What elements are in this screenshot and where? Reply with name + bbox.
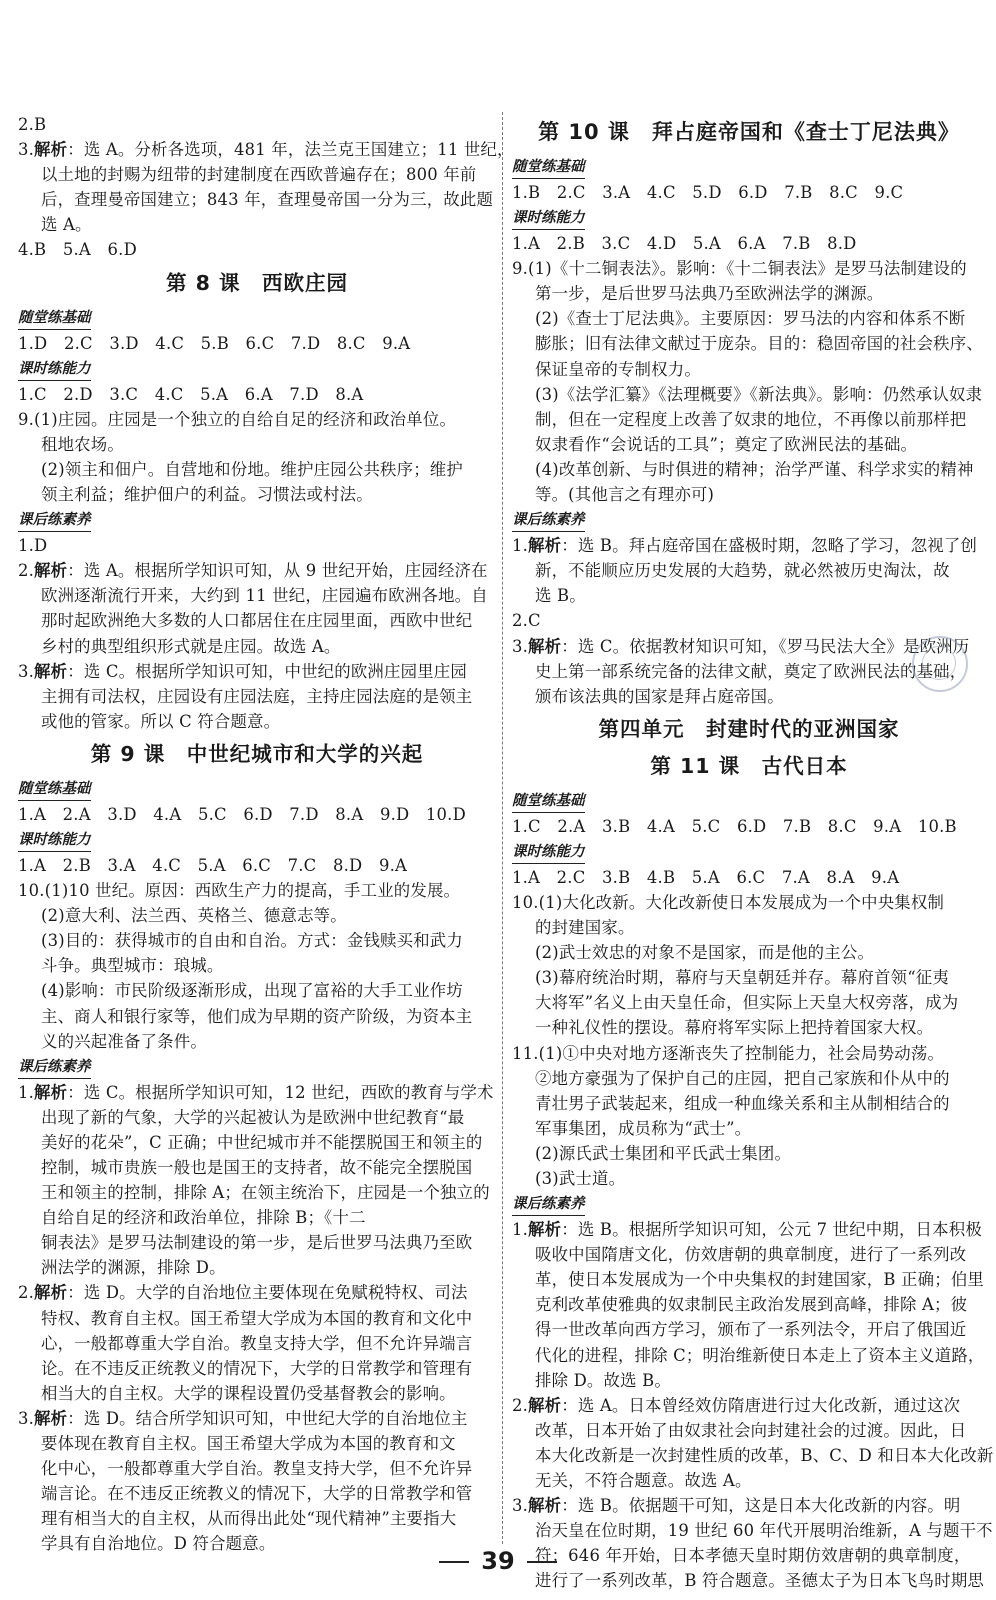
text-line: 符；646 年开始，日本孝德天皇时期仿效唐朝的典章制度， <box>535 1546 971 1566</box>
analysis-label: 解析 <box>34 1082 68 1102</box>
text-line: 自给自足的经济和政治单位，排除 B；《十二 <box>41 1208 366 1228</box>
text-line: 端言论。在不违反正统教义的情况下，大学的日常教学和管 <box>41 1484 473 1504</box>
text-line: 学具有自治地位。D 符合题意。 <box>41 1534 276 1554</box>
text-line: 1.A 2.A 3.D 4.A 5.C 6.D 7.D 8.A 9.D 10.D <box>18 804 466 824</box>
text-line: 主拥有司法权，庄园设有庄园法庭，主持庄园法庭的是领主 <box>41 686 473 706</box>
answer-line <box>18 1080 496 1105</box>
section-label: 课后练素养 <box>18 509 91 532</box>
answer-text: ：选 A。分析各选项，481 年，法兰克王国建立；11 世纪， <box>67 140 514 160</box>
text-line: 那时起欧洲绝大多数的人口都居住在庄园里面，西欧中世纪 <box>41 611 473 631</box>
analysis-label: 解析 <box>34 661 68 681</box>
section-label-row <box>512 507 986 533</box>
section-label: 随堂练基础 <box>512 156 585 179</box>
text-line: 吸收中国隋唐文化，仿效唐朝的典章制度，进行了一系列改 <box>535 1245 967 1265</box>
answer-text: ：选 D。结合所学知识可知，中世纪大学的自治地位主 <box>67 1408 468 1428</box>
lesson-heading: 第 8 课 西欧庄园 <box>165 270 349 295</box>
text-line: 克利改革使雅典的奴隶制民主政治发展到高峰，排除 A；彼 <box>535 1295 968 1315</box>
text-line: 奴隶看作“会说话的工具”；奠定了欧洲民法的基础。 <box>535 434 918 454</box>
text-line: 化中心，一般都尊重大学自治。教皇支持大学，但不允许异 <box>41 1459 473 1479</box>
lesson-heading: 第 11 课 古代日本 <box>650 753 848 778</box>
section-label-row <box>512 788 986 814</box>
section-label: 随堂练基础 <box>512 790 585 813</box>
question-number: 1. <box>18 1082 35 1102</box>
text-line: 1.A 2.B 3.A 4.C 5.A 6.C 7.C 8.D 9.A <box>18 855 408 875</box>
text-line: 1.D 2.C 3.D 4.C 5.B 6.C 7.D 8.C 9.A <box>18 333 411 353</box>
text-line: (2)武士效忠的对象不是国家，而是他的主公。 <box>535 943 875 963</box>
text-line: 新，不能顺应历史发展的大趋势，就必然被历史淘汰，故 <box>535 561 950 581</box>
text-line: 膨胀；旧有法律文献过于庞杂。目的：稳固帝国的社会秩序、 <box>535 334 983 354</box>
seal-stamp-icon <box>912 636 968 692</box>
answer-text: ：选 C。依据教材知识可知，《罗马民法大全》是欧洲历 <box>561 636 970 656</box>
section-label-row <box>18 305 496 331</box>
lesson-heading: 第四单元 封建时代的亚洲国家 <box>598 716 900 741</box>
text-line: 控制，城市贵族一般也是国王的支持者，故不能完全摆脱国 <box>41 1158 473 1177</box>
question-number: 2. <box>18 561 35 581</box>
answer-text: ：选 D。大学的自治地位主要体现在免赋税特权、司法 <box>67 1283 468 1303</box>
analysis-label: 解析 <box>528 1496 562 1516</box>
text-line: 选 A。 <box>41 215 92 235</box>
text-line: 一种礼仪性的摆设。幕府将军实际上把持着国家大权。 <box>535 1018 934 1038</box>
text-line: 10.(1)大化改新。大化改新使日本发展成为一个中央集权制 <box>512 892 945 912</box>
analysis-label: 解析 <box>34 1408 68 1428</box>
left-column <box>18 112 514 1557</box>
answer-line <box>512 1493 986 1518</box>
analysis-label: 解析 <box>528 636 562 656</box>
section-label-row <box>512 205 986 231</box>
answer-text: ：选 A。日本曾经效仿隋唐进行过大化改新，通过这次 <box>561 1395 961 1415</box>
section-label-row <box>512 1191 986 1217</box>
text-line: (2)源氏武士集团和平氏武士集团。 <box>535 1143 792 1163</box>
page-footer <box>0 1547 996 1575</box>
text-line: 1.C 2.A 3.B 4.A 5.C 6.D 7.B 8.C 9.A 10.B <box>512 816 957 836</box>
text-line: (4)改革创新、与时俱进的精神；治学严谨、科学求实的精神 <box>535 459 974 479</box>
answer-line <box>18 137 514 162</box>
answer-line <box>18 1280 496 1305</box>
question-number: 1. <box>512 1220 529 1240</box>
text-line: 美好的花朵”，C 正确；中世纪城市并不能摆脱国王和领主的 <box>41 1132 483 1152</box>
text-line: 1.B 2.C 3.A 4.C 5.D 6.D 7.B 8.C 9.C <box>512 183 904 202</box>
analysis-label: 解析 <box>34 140 68 160</box>
text-line: 排除 D。故选 B。 <box>535 1370 671 1390</box>
section-label: 课时练能力 <box>512 841 585 864</box>
section-label-row <box>18 776 496 802</box>
text-line: 领主利益；维护佃户的利益。习惯法或村法。 <box>41 485 373 505</box>
section-label: 课后练素养 <box>512 509 585 532</box>
section-label: 课时练能力 <box>512 207 585 230</box>
text-line: 论。在不违反正统教义的情况下，大学的日常教学和管理有 <box>41 1358 473 1378</box>
text-line: (3)目的：获得城市的自由和自治。方式：金钱赎买和武力 <box>41 931 463 951</box>
section-label: 课时练能力 <box>18 358 91 381</box>
question-number: 2. <box>18 1283 35 1303</box>
answer-text: ：选 A。根据所学知识可知，从 9 世纪开始，庄园经济在 <box>67 561 488 581</box>
section-label: 随堂练基础 <box>18 778 91 801</box>
answer-line <box>18 1406 496 1431</box>
text-line: 2.B <box>18 115 47 134</box>
answer-line <box>512 1217 986 1242</box>
text-line: 乡村的典型组织形式就是庄园。故选 A。 <box>41 636 341 656</box>
answer-text: ：选 C。根据所学知识可知，中世纪的欧洲庄园里庄园 <box>67 661 467 681</box>
text-line: 11.(1)①中央对地方逐渐丧失了控制能力，社会局势动荡。 <box>512 1043 945 1063</box>
text-line: 心，一般都尊重大学自治。教皇支持大学，但不允许异端言 <box>41 1333 473 1353</box>
text-line: 欧洲逐渐流行开来，大约到 11 世纪，庄园遍布欧洲各地。自 <box>41 586 488 606</box>
text-line: 的封建国家。 <box>535 918 635 938</box>
text-line: 保证皇帝的专制权力。 <box>535 359 701 379</box>
question-number: 3. <box>18 661 35 681</box>
analysis-label: 解析 <box>528 1395 562 1415</box>
text-line: 改革，日本开始了由奴隶社会向封建社会的过渡。因此，日 <box>535 1420 967 1440</box>
text-line: 治天皇在位时期，19 世纪 60 年代开展明治维新，A 与题干不 <box>535 1521 993 1541</box>
text-line: 颁布该法典的国家是拜占庭帝国。 <box>535 686 784 706</box>
footer-dash-left <box>439 1561 469 1563</box>
text-line: 或他的管家。所以 C 符合题意。 <box>41 711 281 731</box>
text-line: 1.C 2.D 3.C 4.C 5.A 6.A 7.D 8.A <box>18 384 364 404</box>
section-label-row <box>18 827 496 853</box>
text-line: 进行了一系列改革，B 符合题意。圣德太子为日本飞鸟时期思 <box>535 1571 985 1591</box>
answer-text: ：选 B。依据题干可知，这是日本大化改新的内容。明 <box>561 1496 961 1516</box>
text-line: 制，但在一定程度上改善了奴隶的地位，不再像以前那样把 <box>535 409 967 429</box>
page-number: 39 <box>481 1547 515 1575</box>
text-line: 本大化改新是一次封建性质的改革，B、C、D 和日本大化改新 <box>535 1445 994 1465</box>
text-line: 1.A 2.C 3.B 4.B 5.A 6.C 7.A 8.A 9.A <box>512 867 900 887</box>
text-line: 2.C <box>512 611 541 631</box>
section-label-row <box>18 507 496 533</box>
text-line: 第一步，是后世罗马法典乃至欧洲法学的渊源。 <box>535 284 884 304</box>
analysis-label: 解析 <box>34 561 68 581</box>
question-number: 3. <box>512 636 529 656</box>
section-label: 课后练素养 <box>512 1193 585 1216</box>
section-label: 随堂练基础 <box>18 307 91 330</box>
section-label: 课时练能力 <box>18 829 91 852</box>
analysis-label: 解析 <box>528 536 562 556</box>
question-number: 1. <box>512 536 529 556</box>
text-line: (2)《查士丁尼法典》。主要原因：罗马法的内容和体系不断 <box>535 309 966 329</box>
text-line: 1.D <box>18 536 48 556</box>
text-line: 代化的进程，排除 C；明治维新使日本走上了资本主义道路， <box>535 1345 985 1365</box>
answer-text: ：选 C。根据所学知识可知，12 世纪，西欧的教育与学术 <box>67 1082 494 1102</box>
question-number: 2. <box>512 1395 529 1415</box>
text-line: 特权、教育自主权。国王希望大学成为本国的教育和文化中 <box>41 1308 473 1328</box>
text-line: 无关，不符合题意。故选 A。 <box>535 1471 752 1491</box>
answer-line <box>18 659 496 684</box>
text-line: (2)领主和佃户。自营地和份地。维护庄园公共秩序；维护 <box>41 459 463 479</box>
text-line: 以土地的封赐为纽带的封建制度在西欧普遍存在；800 年前 <box>41 165 477 185</box>
text-line: 租地农场。 <box>41 434 124 454</box>
section-label-row <box>512 839 986 865</box>
text-line: 义的兴起准备了条件。 <box>41 1031 207 1051</box>
text-line: ②地方豪强为了保护自己的庄园，把自己家族和仆从中的 <box>535 1068 950 1088</box>
answer-line <box>512 533 986 558</box>
text-line: 军事集团，成员称为“武士”。 <box>535 1118 752 1138</box>
text-line: 9.(1)庄园。庄园是一个独立的自给自足的经济和政治单位。 <box>18 409 457 429</box>
text-line: 史上第一部系统完备的法律文献，奠定了欧洲民法的基础， <box>535 661 967 681</box>
text-line: 10.(1)10 世纪。原因：西欧生产力的提高，手工业的发展。 <box>18 881 461 901</box>
text-line: 理有相当大的自主权，从而得出此处“现代精神”主要指大 <box>41 1509 457 1529</box>
column-divider <box>502 112 503 1544</box>
footer-dash-right <box>527 1561 557 1563</box>
text-line: 出现了新的气象，大学的兴起被认为是欧洲中世纪教育“最 <box>41 1107 465 1127</box>
section-label: 课后练素养 <box>18 1056 91 1079</box>
text-line: 后，查理曼帝国建立；843 年，查理曼帝国一分为三，故此题 <box>41 190 494 210</box>
text-line: (3)《法学汇纂》《法理概要》《新法典》。影响：仍然承认奴隶 <box>535 384 983 404</box>
question-number: 3. <box>512 1496 529 1516</box>
text-line: 主、商人和银行家等，他们成为早期的资产阶级，为资本主 <box>41 1006 473 1026</box>
analysis-label: 解析 <box>34 1283 68 1303</box>
section-label-row <box>512 154 986 180</box>
text-line: 9.(1)《十二铜表法》。影响：《十二铜表法》是罗马法制建设的 <box>512 259 967 279</box>
question-number: 3. <box>18 1408 35 1428</box>
text-line: (4)影响：市民阶级逐渐形成，出现了富裕的大手工业作坊 <box>41 981 463 1001</box>
text-line: 铜表法》是罗马法制建设的第一步，是后世罗马法典乃至欧 <box>41 1233 473 1253</box>
answer-line <box>18 558 496 583</box>
answer-line <box>512 1393 986 1418</box>
text-line: 大将军”名义上由天皇任命，但实际上天皇大权旁落，成为 <box>535 993 959 1013</box>
text-line: 斗争。典型城市：琅城。 <box>41 956 224 976</box>
text-line: (2)意大利、法兰西、英格兰、德意志等。 <box>41 906 347 926</box>
text-line: 1.A 2.B 3.C 4.D 5.A 6.A 7.B 8.D <box>512 234 857 254</box>
right-column <box>512 112 994 1594</box>
question-number: 3. <box>18 140 35 160</box>
text-line: 要体现在教育自主权。国王希望大学成为本国的教育和文 <box>41 1434 456 1454</box>
lesson-heading: 第 10 课 拜占庭帝国和《查士丁尼法典》 <box>538 120 960 144</box>
text-line: 王和领主的控制，排除 A；在领主统治下，庄园是一个独立的 <box>41 1183 490 1203</box>
section-label-row <box>18 356 496 382</box>
text-line: 青壮男子武装起来，组成一种血缘关系和主从制相结合的 <box>535 1093 950 1113</box>
answer-text: ：选 B。根据所学知识可知，公元 7 世纪中期，日本积极 <box>561 1220 982 1240</box>
answer-text: ：选 B。拜占庭帝国在盛极时期，忽略了学习，忽视了创 <box>561 536 978 556</box>
section-label-row <box>18 1054 496 1080</box>
text-line: 等。(其他言之有理亦可) <box>535 485 715 505</box>
analysis-label: 解析 <box>528 1220 562 1240</box>
text-line: 得一世改革向西方学习，颁布了一系列法令，开启了俄国近 <box>535 1320 967 1340</box>
text-line: 革，使日本发展成为一个中央集权的封建国家，B 正确；伯里 <box>535 1270 985 1290</box>
text-line: 4.B 5.A 6.D <box>18 240 137 260</box>
text-line: 选 B。 <box>535 586 586 606</box>
lesson-heading: 第 9 课 中世纪城市和大学的兴起 <box>90 741 424 766</box>
text-line: (3)武士道。 <box>535 1169 626 1188</box>
text-line: 洲法学的渊源，排除 D。 <box>41 1258 226 1278</box>
text-line: 相当大的自主权。大学的课程设置仍受基督教会的影响。 <box>41 1383 456 1403</box>
text-line: (3)幕府统治时期，幕府与天皇朝廷并存。幕府首领“征夷 <box>535 968 949 988</box>
